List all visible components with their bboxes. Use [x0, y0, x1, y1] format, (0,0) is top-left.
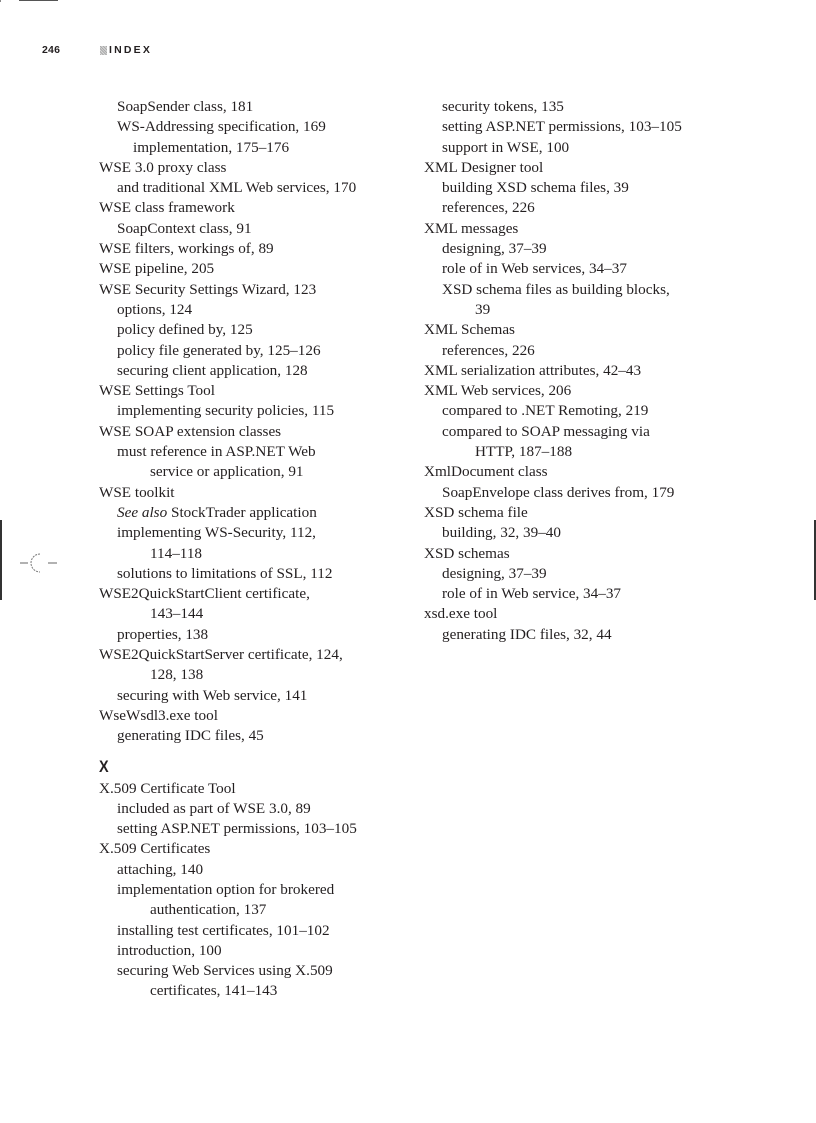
index-subentry: SoapSender class, 181 — [117, 98, 254, 115]
index-subentry: security tokens, 135 — [442, 98, 564, 115]
index-subentry: setting ASP.NET permissions, 103–105 — [442, 118, 682, 136]
index-subentry: implementing security policies, 115 — [117, 402, 335, 420]
index-subentry: compared to .NET Remoting, 219 — [442, 402, 649, 420]
index-subentry: securing client application, 128 — [117, 361, 308, 379]
index-subentry: securing with Web service, 141 — [117, 686, 308, 704]
registration-mark-icon — [18, 550, 60, 576]
index-subentry: policy defined by, 125 — [117, 321, 253, 339]
running-head — [42, 43, 152, 57]
registration-bar-left — [0, 520, 2, 600]
index-entry: X.509 Certificate Tool — [99, 779, 236, 797]
index-entry: xsd.exe tool — [424, 605, 498, 623]
index-subentry: role of in Web services, 34–37 — [442, 260, 627, 278]
index-entry: WSE2QuickStartServer certificate, 124, — [99, 646, 343, 664]
index-entry: XML messages — [424, 219, 519, 237]
index-entry: WSE pipeline, 205 — [99, 260, 215, 278]
index-continuation: 128, 138 — [150, 666, 204, 684]
index-entry: WSE SOAP extension classes — [99, 422, 282, 440]
index-subentry: references, 226 — [442, 341, 535, 359]
index-subentry: building XSD schema files, 39 — [442, 179, 629, 197]
index-continuation: 39 — [475, 300, 491, 318]
index-subentry: SoapEnvelope class derives from, 179 — [442, 483, 675, 501]
index-subentry: designing, 37–39 — [442, 240, 547, 258]
index-subentry: attaching, 140 — [117, 860, 204, 878]
index-entry: WSE 3.0 proxy class — [99, 158, 227, 176]
index-subentry: options, 124 — [117, 300, 193, 318]
index-entry: WSE filters, workings of, 89 — [99, 240, 274, 258]
page-number: 246 — [42, 44, 61, 56]
see-also-label: See also — [117, 503, 168, 521]
index-subentry: compared to SOAP messaging via — [442, 422, 650, 440]
index-continuation: HTTP, 187–188 — [475, 443, 573, 461]
running-head-marker-icon — [100, 46, 107, 55]
see-also-target: StockTrader application — [167, 503, 317, 521]
index-entry: XML Schemas — [424, 321, 515, 339]
index-entry: XML Web services, 206 — [424, 382, 572, 400]
index-subentry: role of in Web service, 34–37 — [442, 585, 622, 603]
index-subentry: included as part of WSE 3.0, 89 — [117, 799, 311, 817]
index-subentry: XSD schema files as building blocks, — [442, 280, 670, 298]
index-subentry: policy file generated by, 125–126 — [117, 341, 321, 359]
index-subsubentry: implementation, 175–176 — [133, 138, 290, 156]
index-subentry: must reference in ASP.NET Web — [117, 443, 316, 461]
index-column-right — [424, 97, 744, 645]
index-continuation: authentication, 137 — [150, 901, 267, 919]
index-subentry: building, 32, 39–40 — [442, 524, 561, 542]
crop-mark-top — [19, 0, 58, 1]
index-continuation: certificates, 141–143 — [150, 982, 278, 1000]
crop-mark-corner — [0, 0, 1, 2]
index-subentry: implementation option for brokered — [117, 880, 335, 898]
index-subentry: support in WSE, 100 — [442, 138, 570, 156]
index-entry: WSE Security Settings Wizard, 123 — [99, 280, 317, 298]
index-continuation: 114–118 — [150, 544, 203, 562]
index-subentry: and traditional XML Web services, 170 — [117, 179, 357, 197]
index-entry: WSE class framework — [99, 199, 235, 217]
index-see-also-entry — [99, 503, 419, 523]
index-continuation: service or application, 91 — [150, 463, 304, 481]
section-letter-heading: X — [99, 756, 109, 776]
index-entry: WSE Settings Tool — [99, 382, 215, 400]
index-column-left — [99, 97, 419, 1002]
index-continuation: 143–144 — [150, 605, 204, 623]
index-entry: WSE toolkit — [99, 483, 175, 501]
index-subentry: generating IDC files, 32, 44 — [442, 625, 612, 643]
index-subentry: setting ASP.NET permissions, 103–105 — [117, 820, 357, 838]
index-subentry: SoapContext class, 91 — [117, 219, 252, 237]
index-subentry: WS-Addressing specification, 169 — [117, 118, 326, 136]
running-head-title: INDEX — [109, 44, 153, 56]
index-entry: X.509 Certificates — [99, 840, 211, 858]
index-entry: XML Designer tool — [424, 158, 544, 176]
index-subentry: designing, 37–39 — [442, 564, 547, 582]
index-subentry: implementing WS-Security, 112, — [117, 524, 316, 542]
index-entry: WSE2QuickStartClient certificate, — [99, 585, 310, 603]
index-subentry: introduction, 100 — [117, 941, 222, 959]
index-subentry: generating IDC files, 45 — [117, 727, 264, 745]
index-subentry: properties, 138 — [117, 625, 209, 643]
index-subentry: securing Web Services using X.509 — [117, 962, 333, 980]
index-subentry: references, 226 — [442, 199, 535, 217]
index-entry: WseWsdl3.exe tool — [99, 706, 218, 724]
index-subentry: installing test certificates, 101–102 — [117, 921, 330, 939]
index-entry: XSD schemas — [424, 544, 510, 562]
index-entry: XML serialization attributes, 42–43 — [424, 361, 642, 379]
index-entry: XSD schema file — [424, 503, 528, 521]
index-entry: XmlDocument class — [424, 463, 548, 481]
index-subentry: solutions to limitations of SSL, 112 — [117, 564, 333, 582]
